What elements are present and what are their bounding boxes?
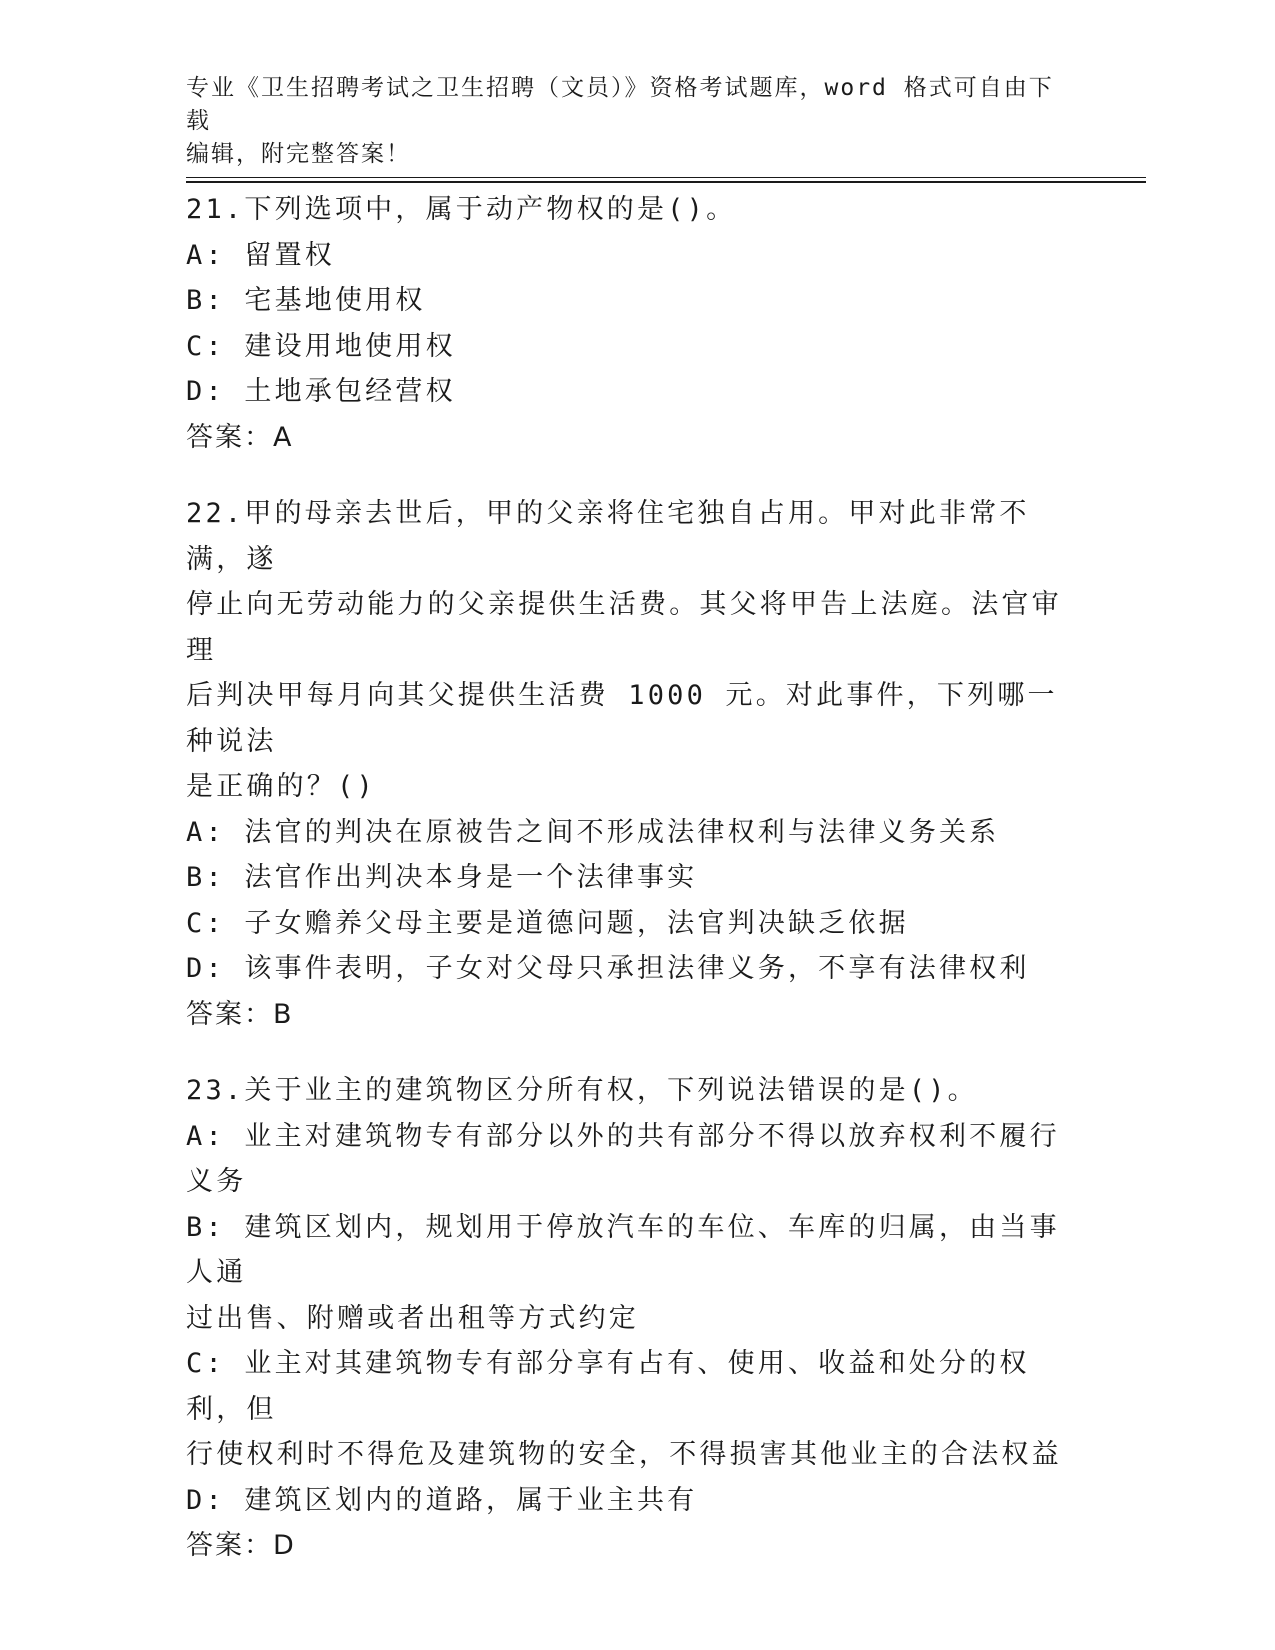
option-a: A: 法官的判决在原被告之间不形成法律权利与法律义务关系 (186, 816, 1000, 848)
header-line-2: 编辑，附完整答案！ (186, 141, 411, 167)
option-b: B: 建筑区划内，规划用于停放汽车的车位、车库的归属，由当事人通 (186, 1211, 1060, 1288)
answer-label: 答案：B (186, 998, 294, 1030)
option-b-continued: 过出售、附赠或者出租等方式约定 (186, 1302, 639, 1334)
header-divider-thick (186, 181, 1146, 183)
option-c: C: 业主对其建筑物专有部分享有占有、使用、收益和处分的权利，但 (186, 1348, 1030, 1425)
question-22 (186, 491, 1066, 1037)
question-23 (186, 1068, 1066, 1569)
option-a: A: 留置权 (186, 239, 335, 271)
question-21 (186, 187, 1066, 460)
option-c: C: 建设用地使用权 (186, 330, 456, 362)
question-stem-line: 22.甲的母亲去世后，甲的父亲将住宅独自占用。甲对此非常不满，遂 (186, 498, 1030, 575)
option-c-continued: 行使权利时不得危及建筑物的安全，不得损害其他业主的合法权益 (186, 1439, 1062, 1470)
question-stem-line: 停止向无劳动能力的父亲提供生活费。其父将甲告上法庭。法官审理 (186, 589, 1062, 666)
option-d: D: 建筑区划内的道路，属于业主共有 (186, 1484, 698, 1516)
question-list (186, 187, 1066, 1600)
option-b: B: 法官作出判决本身是一个法律事实 (186, 862, 698, 893)
question-stem-line: 后判决甲每月向其父提供生活费 1000 元。对此事件，下列哪一种说法 (186, 680, 1058, 757)
option-d: D: 该事件表明，子女对父母只承担法律义务，不享有法律权利 (186, 953, 1030, 984)
option-a: A: 业主对建筑物专有部分以外的共有部分不得以放弃权利不履行义务 (186, 1120, 1060, 1197)
option-b: B: 宅基地使用权 (186, 285, 426, 316)
document-header (186, 72, 1066, 171)
answer-label: 答案：A (186, 421, 294, 453)
question-stem-line: 23.关于业主的建筑物区分所有权，下列说法错误的是()。 (186, 1075, 978, 1106)
option-d: D: 土地承包经营权 (186, 376, 456, 407)
answer-label: 答案：D (186, 1530, 296, 1561)
header-line-1: 专业《卫生招聘考试之卫生招聘（文员）》资格考试题库，word 格式可自由下载 (186, 75, 1054, 134)
question-stem-line: 21.下列选项中，属于动产物权的是()。 (186, 194, 737, 225)
question-stem-line: 是正确的？() (186, 771, 376, 802)
header-divider-thin (186, 177, 1146, 178)
option-c: C: 子女赡养父母主要是道德问题，法官判决缺乏依据 (186, 907, 909, 939)
